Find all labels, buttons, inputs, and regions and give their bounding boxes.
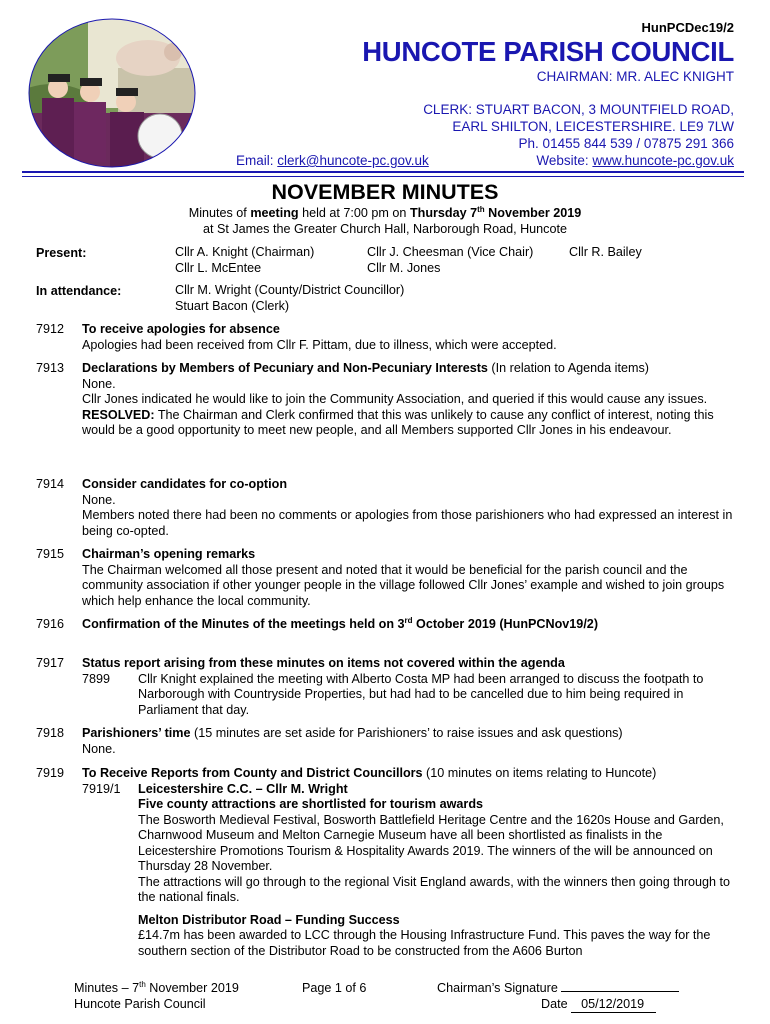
minute-item-7916: 7916 Confirmation of the Minutes of the meetings held on 3rd October 2019 (HunPCNov19/2) bbox=[36, 615, 599, 631]
header-rule bbox=[22, 171, 744, 173]
minute-item-7914: 7914 Consider candidates for co-option None. Members noted there had been no comments or apologies from those parishioners who had expressed an interest in being co-opted. bbox=[36, 477, 733, 538]
chairman-signature: Chairman’s Signature bbox=[437, 980, 679, 996]
email-line bbox=[236, 153, 429, 168]
venue-line: at St James the Greater Church Hall, Narborough Road, Huncote bbox=[202, 222, 567, 236]
present-column-3: Cllr R. Bailey bbox=[569, 245, 642, 259]
website-link[interactable]: www.huncote-pc.gov.uk bbox=[592, 153, 734, 168]
signature-date: Date 05/12/2019 bbox=[541, 996, 656, 1013]
website-label: Website: bbox=[536, 153, 593, 168]
present-column-2: Cllr J. Cheesman (Vice Chair) Cllr M. Jones bbox=[367, 245, 534, 275]
present-column-1: Cllr A. Knight (Chairman) Cllr L. McEntee bbox=[175, 245, 315, 275]
email-label: Email: bbox=[236, 153, 278, 168]
chairman-line: CHAIRMAN: MR. ALEC KNIGHT bbox=[536, 69, 734, 84]
minute-item-7915: 7915 Chairman’s opening remarks The Chairman welcomed all those present and noted that it would be beneficial for the parish council and the community association if other younger people in the village followed Cllr Jones’ example and wished to join groups which help enhance the local community. bbox=[36, 547, 725, 608]
council-name: HUNCOTE PARISH COUNCIL bbox=[362, 36, 734, 67]
clerk-address-line2: EARL SHILTON, LEICESTERSHIRE. LE9 7LW bbox=[452, 119, 734, 134]
clerk-address-line1: CLERK: STUART BACON, 3 MOUNTFIELD ROAD, bbox=[423, 102, 734, 117]
footer-left: Minutes – 7th November 2019 Huncote Parish Council bbox=[74, 979, 239, 1011]
present-label: Present: bbox=[36, 246, 87, 260]
signature-line bbox=[561, 980, 679, 992]
minute-item-7917: 7917 Status report arising from these minutes on items not covered within the agenda 7899 Cllr Knight explained the meeting with Alberto Costa MP had been arranged to discuss the footpath to Narborough with Countryside Properties, but had had to be cancelled due to him being required in Parliament that day. bbox=[36, 656, 704, 717]
attendance-list: Cllr M. Wright (County/District Councillor) Stuart Bacon (Clerk) bbox=[175, 283, 405, 313]
phone-line: Ph. 01455 844 539 / 07875 291 366 bbox=[518, 136, 734, 151]
header-rule-thin bbox=[22, 176, 744, 177]
minute-item-7919: 7919 To Receive Reports from County and District Councillors (10 minutes on items relating to Huncote) 7919/1 Leicestershire C.C. – Cllr M. Wright Five county attractions are shortlisted for tourism awards The Bosworth Medieval Festival, Bosworth Battlefield Heritage Centre and the 1620s House and Garden, Charnwood Museum and Melton Carnegie Museum have all been shortlisted as finalists in the Leicestershire Promotions Tourism & Hospitality Awards 2019. The winners of the will be announced on Thursday 28 November. The attractions will go through to the regional Visit England awards, with the winners then going through to the national finals. Melton Distributor Road – Funding Success £14.7m has been awarded to LCC through the Housing Infrastructure Fund. This paves the way for the southern section of the Distributor Road to be constructed from the A606 Burton bbox=[36, 766, 731, 958]
email-link[interactable]: clerk@huncote-pc.gov.uk bbox=[277, 153, 429, 168]
website-line bbox=[536, 153, 734, 168]
minute-item-7913: 7913 Declarations by Members of Pecuniary and Non-Pecuniary Interests (In relation to Agenda items) None. Cllr Jones indicated he would like to join the Community Association, and queried if this would cause any issues. RESOLVED: The Chairman and Clerk confirmed that this was unlikely to cause any conflict of interest, noting this would be a good opportunity to meet new people, and all Members supported Cllr Jones in his endeavour. bbox=[36, 361, 714, 437]
document-reference: HunPCDec19/2 bbox=[641, 20, 734, 35]
minute-item-7918: 7918 Parishioners’ time (15 minutes are set aside for Parishioners’ to raise issues and ask questions) None. bbox=[36, 726, 623, 756]
page-title: NOVEMBER MINUTES bbox=[271, 180, 499, 204]
minute-item-7912: 7912 To receive apologies for absence Apologies had been received from Cllr F. Pittam, due to illness, which were accepted. bbox=[36, 322, 557, 352]
page-number: Page 1 of 6 bbox=[302, 981, 367, 995]
attendance-label: In attendance: bbox=[36, 284, 122, 298]
parish-logo bbox=[28, 18, 196, 168]
meeting-line: Minutes of meeting held at 7:00 pm on Thursday 7th November 2019 bbox=[188, 204, 582, 220]
